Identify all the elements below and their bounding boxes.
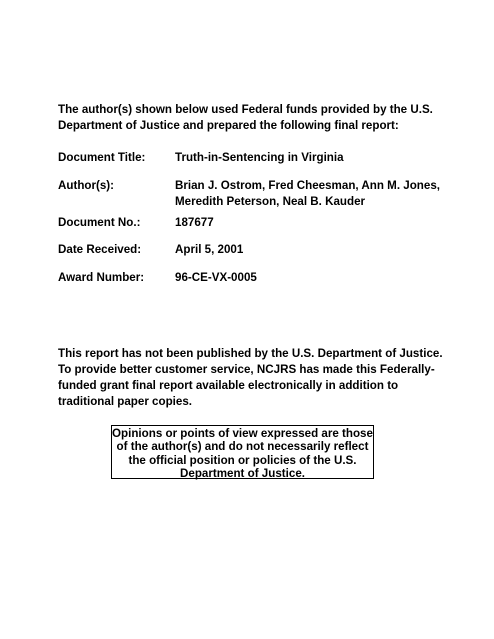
intro-line-1: The author(s) shown below used Federal funds provided by the U.S. — [58, 103, 433, 116]
disclaimer-box — [111, 425, 374, 479]
notice-line-2: To provide better customer service, NCJRS has made this Federally- — [58, 363, 435, 376]
award-number-value: 96-CE-VX-0005 — [175, 271, 257, 284]
disclaimer-line-4: Department of Justice. — [180, 466, 305, 480]
authors-line-1: Brian J. Ostrom, Fred Cheesman, Ann M. Jones, — [175, 179, 440, 192]
disclaimer-line-1: Opinions or points of view expressed are those — [112, 427, 373, 440]
award-number-label: Award Number: — [58, 271, 145, 284]
authors-line-2: Meredith Peterson, Neal B. Kauder — [175, 195, 366, 208]
intro-line-2: Department of Justice and prepared the following final report: — [58, 119, 399, 132]
authors-label: Author(s): — [58, 179, 115, 192]
notice-line-1: This report has not been published by the U.S. Department of Justice. — [58, 347, 443, 360]
document-number-label: Document No.: — [58, 216, 141, 229]
notice-line-4: traditional paper copies. — [58, 395, 193, 408]
document-number-value: 187677 — [175, 216, 214, 229]
disclaimer-line-2: of the author(s) and do not necessarily reflect — [116, 440, 369, 454]
date-received-label: Date Received: — [58, 243, 142, 256]
authors-value — [175, 178, 460, 210]
document-title-label: Document Title: — [58, 151, 146, 164]
date-received-value: April 5, 2001 — [175, 243, 244, 256]
notice-paragraph — [58, 346, 448, 410]
intro-paragraph — [58, 102, 458, 134]
disclaimer-line-3: the official position or policies of the U.S. — [128, 453, 357, 467]
notice-line-3: funded grant final report available electronically in addition to — [58, 379, 399, 392]
document-title-value: Truth-in-Sentencing in Virginia — [175, 151, 344, 164]
